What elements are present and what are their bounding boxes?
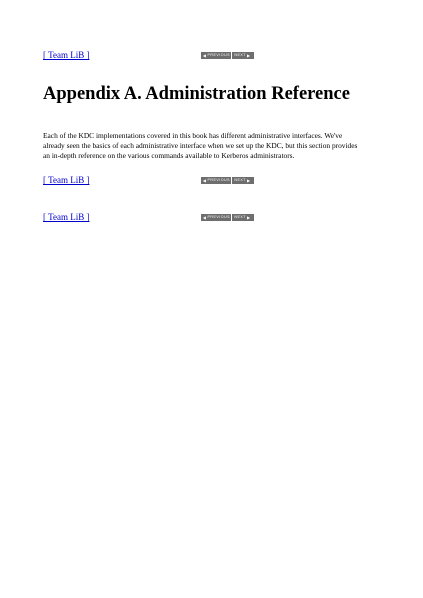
previous-label: PREVIOUS (207, 53, 231, 57)
next-button-middle[interactable] (232, 177, 254, 184)
next-label: NEXT (234, 178, 246, 182)
arrow-left-icon: ◀ (202, 178, 207, 183)
nav-bar-middle (201, 177, 254, 184)
next-button-bottom[interactable] (232, 214, 254, 221)
team-lib-link-bottom[interactable]: [ Team LiB ] (43, 212, 90, 222)
previous-label: PREVIOUS (207, 178, 231, 182)
nav-bar-bottom (201, 214, 254, 221)
arrow-left-icon: ◀ (202, 53, 207, 58)
team-lib-link-top[interactable]: [ Team LiB ] (43, 50, 90, 60)
arrow-left-icon: ◀ (202, 215, 207, 220)
next-button-top[interactable] (232, 52, 254, 59)
intro-paragraph: Each of the KDC implementations covered in this book has different administrative interfaces. We've already seen the basics of each administrative interface when we set up the KDC, but this section provides an in-depth reference on the various commands available to Kerberos administrators. (43, 131, 358, 160)
previous-button-top[interactable] (201, 52, 231, 59)
page-title: Appendix A. Administration Reference (43, 84, 350, 104)
arrow-right-icon: ▶ (247, 215, 251, 220)
next-label: NEXT (234, 53, 246, 57)
previous-button-bottom[interactable] (201, 214, 231, 221)
arrow-right-icon: ▶ (247, 178, 251, 183)
nav-bar-top (201, 52, 254, 59)
team-lib-link-middle[interactable]: [ Team LiB ] (43, 175, 90, 185)
next-label: NEXT (234, 215, 246, 219)
arrow-right-icon: ▶ (247, 53, 251, 58)
previous-button-middle[interactable] (201, 177, 231, 184)
previous-label: PREVIOUS (207, 215, 231, 219)
